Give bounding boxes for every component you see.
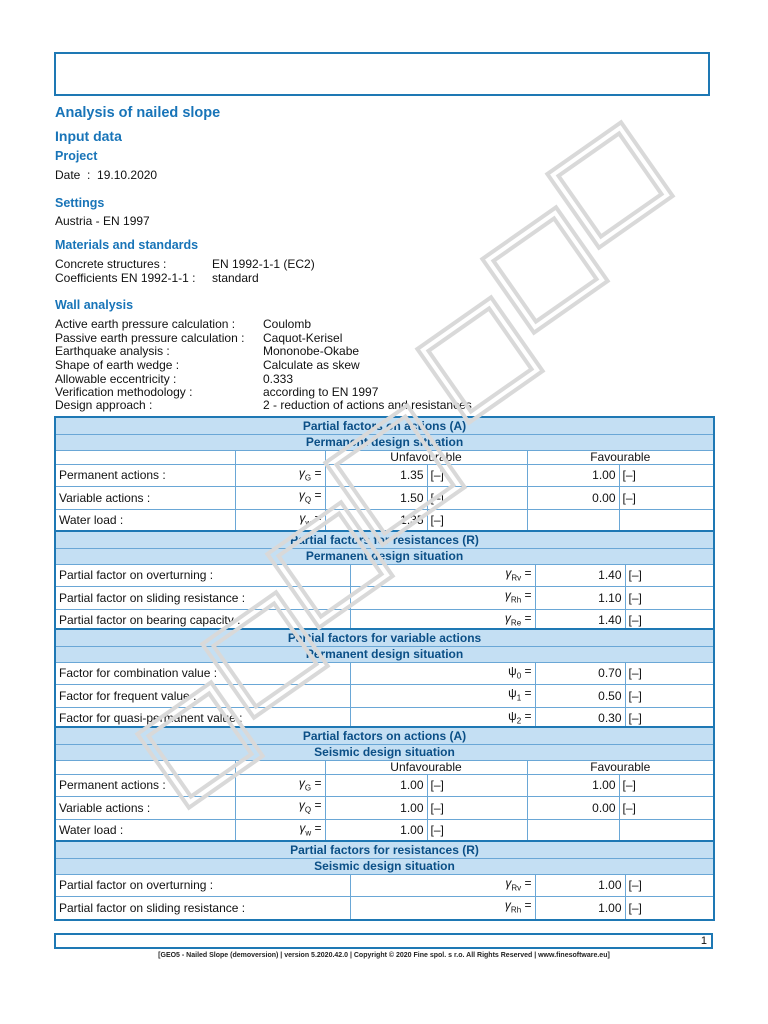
unit: [–] xyxy=(427,509,527,532)
table-situation: Seismic design situation xyxy=(55,859,714,875)
table-title: Partial factors on actions (A) xyxy=(55,727,714,745)
wall-value: 0.333 xyxy=(263,372,294,386)
footer-copyright: [GEO5 - Nailed Slope (demoversion) | version 5.2020.42.0 | Copyright © 2020 Fine spol. s r.o. All Rights Reserved | www.finesoftware.eu] xyxy=(158,952,610,959)
table-row: Permanent actions : $\gamma_G$ = 1.35 [–] 1.00 [–] xyxy=(55,465,714,487)
factor-value: 0.70 xyxy=(535,663,625,685)
table-situation: Permanent design situation xyxy=(55,549,714,565)
settings-heading: Settings xyxy=(55,196,105,210)
table-title: Partial factors on actions (A) xyxy=(55,417,714,435)
unit: [–] xyxy=(625,685,714,707)
unit: [–] xyxy=(619,487,714,509)
project-heading: Project xyxy=(55,149,98,163)
table-situation: Seismic design situation xyxy=(55,745,714,761)
unfavourable-value: 1.00 xyxy=(325,775,427,797)
row-label: Partial factor on bearing capacity : xyxy=(55,609,350,632)
factor-symbol: γ xyxy=(505,876,512,890)
wall-value: Caquot-Kerisel xyxy=(263,331,343,345)
variable-actions-table xyxy=(54,628,715,731)
factor-value: 0.30 xyxy=(535,707,625,730)
settings-value: Austria - EN 1997 xyxy=(55,214,150,228)
page-header-frame xyxy=(54,52,710,96)
factor-symbol: γ xyxy=(298,466,305,480)
unfavourable-value: 1.35 xyxy=(325,509,427,532)
wall-value: Calculate as skew xyxy=(263,358,360,372)
factor-subscript: Rv xyxy=(511,573,522,583)
favourable-value: 1.00 xyxy=(527,465,619,487)
unit: [–] xyxy=(625,565,714,587)
unit: [–] xyxy=(625,707,714,730)
col-unfavourable: Unfavourable xyxy=(325,761,527,775)
factor-symbol: γ xyxy=(299,510,306,525)
factor-symbol: γ xyxy=(298,488,305,503)
table-row: Partial factor on sliding resistance : $\gamma_{Rh}$ = 1.00 [–] xyxy=(55,897,714,920)
wall-value: Mononobe-Okabe xyxy=(263,344,360,358)
wall-value: 2 - reduction of actions and resistances xyxy=(263,398,472,412)
row-label: Partial factor on overturning : xyxy=(55,875,350,897)
table-row: Factor for frequent value : $\psi_1$ = 0.50 [–] xyxy=(55,685,714,707)
factor-value: 1.40 xyxy=(535,565,625,587)
page-number: 1 xyxy=(700,935,707,947)
wall-label: Design approach : xyxy=(55,398,153,412)
project-date xyxy=(55,169,157,183)
unit: [–] xyxy=(625,587,714,609)
wall-label: Active earth pressure calculation : xyxy=(55,317,236,331)
col-unfavourable: Unfavourable xyxy=(325,451,527,465)
row-label: Factor for combination value : xyxy=(55,663,350,685)
materials-label: Concrete structures : xyxy=(55,257,167,271)
favourable-value: 0.00 xyxy=(527,797,619,819)
factor-symbol: γ xyxy=(298,776,305,790)
row-label: Partial factor on overturning : xyxy=(55,565,350,587)
factor-subscript: G xyxy=(304,783,312,793)
table-title: Partial factors for variable actions xyxy=(55,629,714,647)
row-label: Factor for quasi-permanent value : xyxy=(55,707,350,730)
table-row: Water load : $\gamma_w$ = 1.35 [–] xyxy=(55,509,714,532)
table-row: Partial factor on sliding resistance : $\gamma_{Rh}$ = 1.10 [–] xyxy=(55,587,714,609)
materials-value: standard xyxy=(212,271,259,285)
row-label: Water load : xyxy=(55,509,235,532)
factor-subscript: Rh xyxy=(510,595,522,605)
factor-subscript: Rh xyxy=(510,905,522,915)
resistances-seismic-table xyxy=(54,840,715,921)
factor-symbol: ψ xyxy=(508,708,517,723)
table-title: Partial factors for resistances (R) xyxy=(55,841,714,859)
date-separator: : xyxy=(87,168,91,182)
factor-subscript: 1 xyxy=(516,693,522,703)
table-situation: Permanent design situation xyxy=(55,435,714,451)
row-label: Water load : xyxy=(55,819,235,842)
materials-value: EN 1992-1-1 (EC2) xyxy=(212,257,315,271)
factor-subscript: 2 xyxy=(516,716,522,726)
materials-heading: Materials and standards xyxy=(55,238,199,252)
row-label: Permanent actions : xyxy=(55,775,235,797)
factor-symbol: γ xyxy=(504,610,511,625)
row-label: Partial factor on sliding resistance : xyxy=(55,897,350,920)
unfavourable-value: 1.35 xyxy=(325,465,427,487)
wall-value: Coulomb xyxy=(263,317,312,331)
wall-label: Shape of earth wedge : xyxy=(55,358,180,372)
unit: [–] xyxy=(427,465,527,487)
unfavourable-value: 1.00 xyxy=(325,819,427,842)
wall-label: Allowable eccentricity : xyxy=(55,372,177,386)
factor-value: 1.10 xyxy=(535,587,625,609)
favourable-value: 1.00 xyxy=(527,775,619,797)
unit: [–] xyxy=(625,875,714,897)
unit: [–] xyxy=(619,465,714,487)
table-row: Variable actions : $\gamma_Q$ = 1.00 [–] 0.00 [–] xyxy=(55,797,714,819)
table-row: Partial factor on bearing capacity : $\gamma_{Re}$ = 1.40 [–] xyxy=(55,609,714,632)
factor-subscript: Re xyxy=(510,618,522,628)
table-row: Water load : $\gamma_w$ = 1.00 [–] xyxy=(55,819,714,842)
unfavourable-value: 1.00 xyxy=(325,797,427,819)
table-title: Partial factors for resistances (R) xyxy=(55,531,714,549)
table-row: Factor for quasi-permanent value : $\psi_2$ = 0.30 [–] xyxy=(55,707,714,730)
factor-value: 1.40 xyxy=(535,609,625,632)
factor-value: 0.50 xyxy=(535,685,625,707)
table-row: Partial factor on overturning : $\gamma_{Rv}$ = 1.40 [–] xyxy=(55,565,714,587)
unit: [–] xyxy=(427,819,527,842)
factor-subscript: w xyxy=(305,518,312,528)
factor-subscript: Q xyxy=(304,805,312,815)
col-favourable: Favourable xyxy=(527,761,714,775)
materials-label: Coefficients EN 1992-1-1 : xyxy=(55,271,196,285)
report-subtitle: Input data xyxy=(55,128,122,144)
table-row: Variable actions : $\gamma_Q$ = 1.50 [–] 0.00 [–] xyxy=(55,487,714,509)
row-label: Factor for frequent value : xyxy=(55,685,350,707)
date-value: 19.10.2020 xyxy=(97,168,158,182)
factor-subscript: Rv xyxy=(511,883,522,893)
resistances-permanent-table xyxy=(54,530,715,633)
col-favourable: Favourable xyxy=(527,451,714,465)
table-row: Partial factor on overturning : $\gamma_{Rv}$ = 1.00 [–] xyxy=(55,875,714,897)
wall-label: Verification methodology : xyxy=(55,385,193,399)
favourable-value: 0.00 xyxy=(527,487,619,509)
factor-symbol: γ xyxy=(505,566,512,580)
factor-value: 1.00 xyxy=(535,875,625,897)
page-footer-frame xyxy=(54,933,713,949)
row-label: Variable actions : xyxy=(55,797,235,819)
factor-symbol: γ xyxy=(299,820,306,835)
factor-symbol: γ xyxy=(298,798,305,813)
factor-symbol: γ xyxy=(504,898,511,913)
unit: [–] xyxy=(619,775,714,797)
unit: [–] xyxy=(427,775,527,797)
unit: [–] xyxy=(619,797,714,819)
wall-value: according to EN 1997 xyxy=(263,385,379,399)
wall-analysis-heading: Wall analysis xyxy=(55,298,134,312)
factor-symbol: γ xyxy=(504,588,511,603)
factor-subscript: 0 xyxy=(516,671,522,681)
factor-symbol: ψ xyxy=(508,686,517,701)
actions-seismic-table xyxy=(54,726,715,843)
row-label: Variable actions : xyxy=(55,487,235,509)
row-label: Partial factor on sliding resistance : xyxy=(55,587,350,609)
factor-subscript: Q xyxy=(304,495,312,505)
table-row: Factor for combination value : $\psi_0$ = 0.70 [–] xyxy=(55,663,714,685)
unit: [–] xyxy=(625,663,714,685)
factor-value: 1.00 xyxy=(535,897,625,920)
factor-subscript: w xyxy=(305,828,312,838)
unit: [–] xyxy=(427,797,527,819)
factor-symbol: ψ xyxy=(508,664,517,678)
unit: [–] xyxy=(427,487,527,509)
wall-label: Passive earth pressure calculation : xyxy=(55,331,245,345)
actions-permanent-table xyxy=(54,416,715,533)
table-situation: Permanent design situation xyxy=(55,647,714,663)
unit: [–] xyxy=(625,897,714,920)
unfavourable-value: 1.50 xyxy=(325,487,427,509)
row-label: Permanent actions : xyxy=(55,465,235,487)
factor-subscript: G xyxy=(304,473,312,483)
report-title: Analysis of nailed slope xyxy=(55,105,221,121)
unit: [–] xyxy=(625,609,714,632)
wall-label: Earthquake analysis : xyxy=(55,344,170,358)
table-row: Permanent actions : $\gamma_G$ = 1.00 [–] 1.00 [–] xyxy=(55,775,714,797)
date-label: Date xyxy=(55,168,81,182)
